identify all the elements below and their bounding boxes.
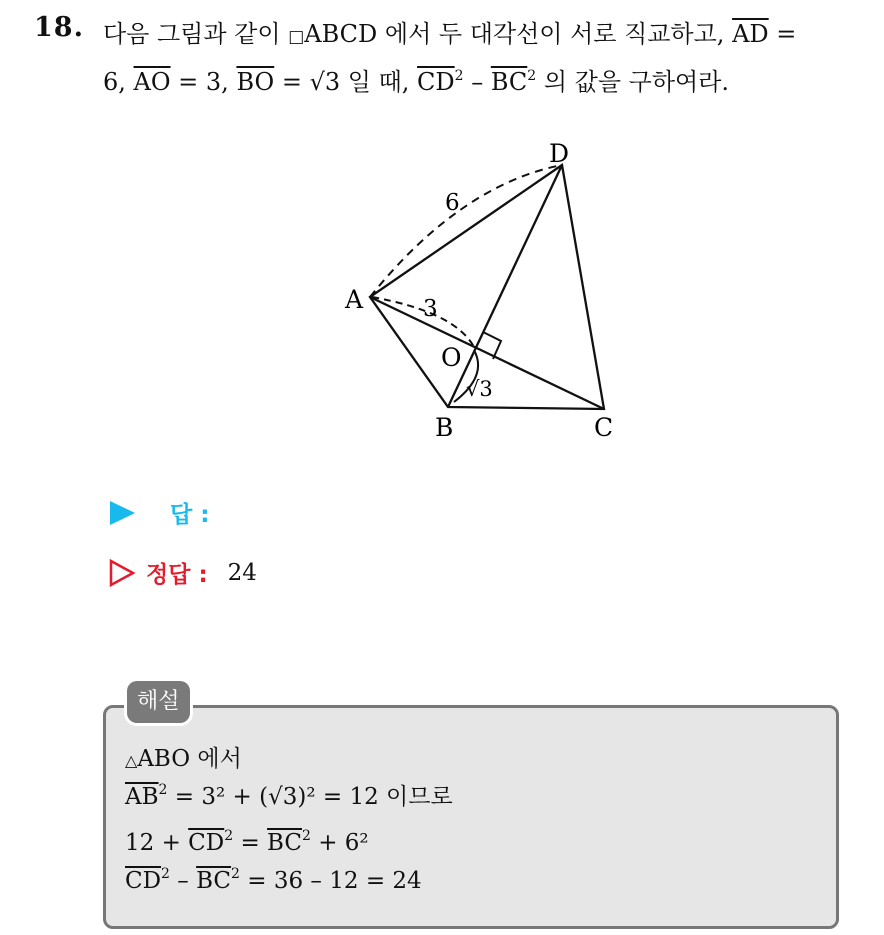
exponent-bc-final: 2 <box>231 866 240 882</box>
question-lead: 다음 그림과 같이 <box>103 20 289 48</box>
play-triangle-icon <box>108 500 136 526</box>
minus-sign: – <box>463 68 491 96</box>
exponent-cd-sol: 2 <box>224 828 234 844</box>
equals-sign: = <box>768 20 797 48</box>
point-d-label: D <box>549 139 570 168</box>
point-b-label: B <box>435 413 454 442</box>
value-ad: 6, <box>103 68 134 96</box>
segment-bc-final: $\overline{BC}$ <box>196 868 232 894</box>
label-ao-length: 3 <box>423 296 438 322</box>
segment-bc-sol: $\overline{BC}$ <box>267 830 302 856</box>
condition-text: 일 때, <box>340 68 418 96</box>
solution-line-3-part-1: 12 + <box>125 830 189 856</box>
segment-cd: $\overline{CD}$ <box>417 68 455 96</box>
segment-cd-sol: $\overline{CD}$ <box>188 830 225 856</box>
point-o-label: O <box>441 343 462 372</box>
question-number: 18. <box>34 12 84 43</box>
exponent-ab: 2 <box>158 782 168 798</box>
question-ending: 의 값을 구하여라. <box>536 68 730 96</box>
triangle-symbol: △ <box>125 751 138 770</box>
question-text-line-2 <box>103 62 729 97</box>
point-a-label: A <box>345 285 364 314</box>
solution-line-1 <box>125 740 242 773</box>
label-ad-length: 6 <box>445 190 460 216</box>
equals-bo: = <box>274 68 310 96</box>
segment-ab: $\overline{AB}$ <box>125 784 159 810</box>
square-symbol: □ <box>288 27 305 47</box>
correct-answer-value: 24 <box>227 559 257 586</box>
exponent-cd-final: 2 <box>161 866 170 882</box>
segment-ao: $\overline{AO}$ <box>133 68 171 96</box>
exponent-cd: 2 <box>454 68 464 84</box>
solution-line-1-text: ABO 에서 <box>137 746 242 772</box>
solution-box <box>103 705 839 929</box>
diagonal-bd <box>448 165 562 407</box>
exponent-bc-sol: 2 <box>301 828 311 844</box>
segment-cd-final: $\overline{CD}$ <box>125 868 162 894</box>
solution-line-3 <box>125 830 369 856</box>
root-three: √3 <box>309 68 341 96</box>
segment-bc: $\overline{BC}$ <box>490 68 528 96</box>
point-c-label: C <box>594 413 614 442</box>
question-text-line-1 <box>103 14 796 49</box>
solution-line-2 <box>125 778 453 811</box>
label-bo-length: √3 <box>466 377 493 401</box>
correct-answer-label: 정답 : <box>146 562 208 588</box>
segment-bo: $\overline{BO}$ <box>236 68 275 96</box>
solution-line-4 <box>125 868 422 894</box>
answer-label: 답 : <box>170 502 210 528</box>
question-text: ABCD 에서 두 대각선이 서로 직교하고, <box>304 20 733 48</box>
exponent-bc: 2 <box>527 68 537 84</box>
correct-answer-row <box>108 556 257 589</box>
quadrilateral-figure <box>320 130 640 450</box>
answer-row <box>108 496 209 529</box>
solution-line-3-part-3: + 6² <box>310 830 369 856</box>
solution-line-3-part-2: = <box>233 830 268 856</box>
solution-line-2-part-1: = 3² + ( <box>167 784 269 810</box>
solution-tab: 해설 <box>127 681 190 723</box>
solution-root-three: √3 <box>268 784 298 810</box>
solution-line-4-result: = 36 – 12 = 24 <box>239 868 422 894</box>
value-ao: = 3, <box>170 68 237 96</box>
solution-line-2-part-2: )² = 12 이므로 <box>297 784 453 810</box>
quadrilateral-abcd <box>370 165 604 409</box>
outline-triangle-icon <box>108 558 136 588</box>
solution-minus-sign: – <box>169 868 197 894</box>
segment-ad: $\overline{AD}$ <box>732 20 769 48</box>
